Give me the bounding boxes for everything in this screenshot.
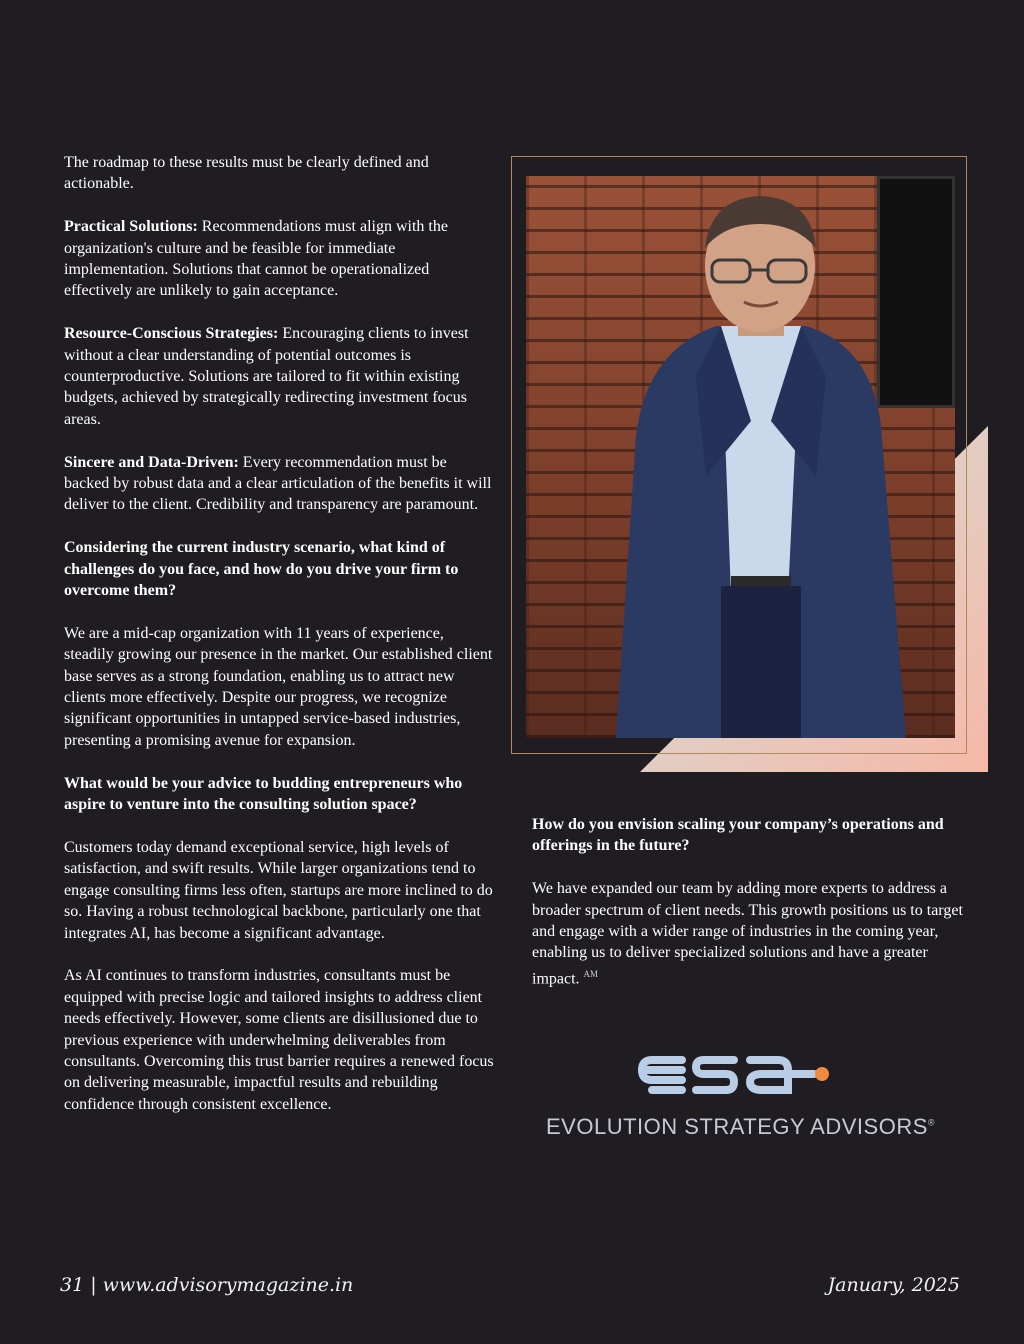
text-sincere-data-driven: Every recommendation must be backed by robust data and a clear articulation of the benefits it will deliver to the client. Credibility and transparency are paramount. [64, 453, 492, 514]
text-practical-solutions: Recommendations must align with the organization's culture and be feasible for immediate implementation. Solutions that cannot be operationalized effectively are unlikely to gain acceptance. [64, 218, 448, 300]
paragraph-sincere-data-driven [64, 452, 496, 516]
esa-company-name [546, 1114, 936, 1140]
registered-mark: ® [927, 1117, 936, 1128]
portrait-photo [526, 176, 955, 738]
paragraph-resource-conscious [64, 323, 496, 430]
esa-company-name-text: EVOLUTION STRATEGY ADVISORS [546, 1114, 928, 1139]
answer-scaling [532, 878, 964, 989]
footer-date: January, 2025 [827, 1274, 960, 1296]
esa-wordmark [638, 1050, 838, 1100]
label-sincere-data-driven: Sincere and Data-Driven: [64, 453, 239, 471]
answer-advice-2: As AI continues to transform industries, consultants must be equipped with precise logic and tailored insights to address client needs effectively. However, some clients are disillusioned due to previous experience with underwhelming deliverables from consultants. Overcoming this trust barrier requires a renewed focus on delivering measurable, impactful results and rebuilding confidence through consistent excellence. [64, 967, 494, 1113]
esa-logo [540, 1050, 940, 1150]
person-illustration [526, 176, 955, 738]
answer-scaling-text: We have expanded our team by adding more experts to address a broader spectrum of client needs. This growth positions us to target and engage with a wider range of industries in the coming year, enabling us to deliver specialized solutions and have a greater impact. [532, 880, 963, 988]
article-end-mark: AM [583, 968, 599, 979]
paragraph-practical-solutions [64, 216, 496, 302]
paragraph-roadmap: The roadmap to these results must be clearly defined and actionable. [64, 154, 429, 193]
question-advice: What would be your advice to budding entrepreneurs who aspire to venture into the consulting solution space? [64, 774, 463, 814]
answer-challenges: We are a mid-cap organization with 11 years of experience, steadily growing our presence in the market. Our established client base serves as a strong foundation, enabling us to attract new clients more effectively. Despite our progress, we recognize significant opportunities in untapped service-based industries, presenting a promising avenue for expansion. [64, 624, 493, 749]
left-text-column [64, 152, 496, 1137]
footer-page-url: 31 | www.advisorymagazine.in [60, 1274, 354, 1296]
answer-advice-1: Customers today demand exceptional service, high levels of satisfaction, and swift results. While larger organizations tend to engage consulting firms less often, startups are more inclined to do so. Having a robust technological backbone, particularly one that integrates AI, has become a significant advantage. [64, 838, 493, 942]
question-challenges: Considering the current industry scenario, what kind of challenges do you face, and how do you drive your firm to overcome them? [64, 539, 459, 600]
question-scaling: How do you envision scaling your company’s operations and offerings in the future? [532, 816, 944, 855]
right-text-column [532, 814, 964, 1011]
text-resource-conscious: Encouraging clients to invest without a clear understanding of potential outcomes is counterproductive. Solutions are tailored to fit within existing budgets, achieved by strategically redirecting investment focus areas. [64, 325, 469, 428]
label-practical-solutions: Practical Solutions: [64, 218, 198, 236]
label-resource-conscious: Resource-Conscious Strategies: [64, 325, 279, 343]
